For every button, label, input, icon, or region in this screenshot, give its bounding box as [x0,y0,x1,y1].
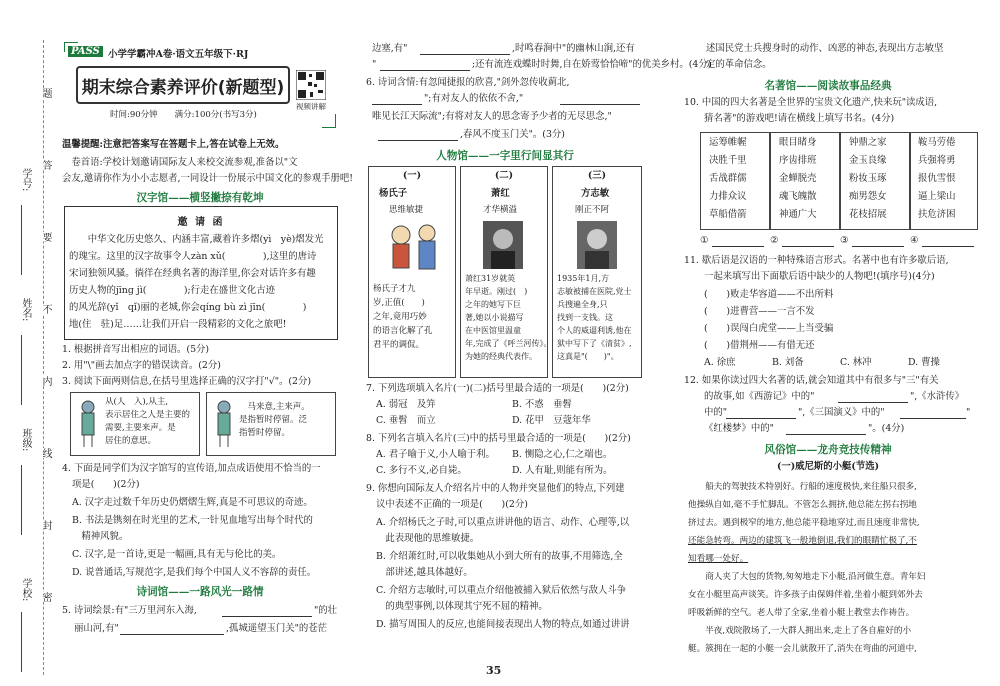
option: A. 弱冠 及笄 [376,399,436,410]
card-trait: 刚正不阿 [575,205,610,215]
idiom: 逼上梁山 [918,191,956,202]
idiom: 魂飞魄散 [779,191,817,202]
name-line[interactable] [21,335,22,405]
question-10: 10. 中国的四大名著是全世界的宝贵文化遗产,快来玩"读成语, [684,97,938,108]
xiehouyu: ( )误闯白虎堂——上当受骗 [704,323,834,334]
idiom-group-1 [700,132,770,230]
portrait-photo [577,221,617,269]
section-customs: 风俗馆——龙舟竞技传精神 [764,444,892,456]
invitation-line: 的瑰宝。这里的汉字故事令人zàn xǔ( ),这里的唐诗 [69,251,317,262]
fold-char: 线 [40,448,51,458]
option: A. 汉字走过数千年历史仍熠熠生辉,真是不可思议的奇迹。 [72,497,313,508]
answer-blank[interactable] [782,246,834,247]
idiom: 报仇雪恨 [918,173,956,184]
option: A. 徐庶 [704,357,736,368]
answer-blank[interactable] [380,70,470,71]
poem-line: ,春风不度玉门关"。(3分) [460,129,565,140]
info-box-2 [206,392,336,456]
warm-tip: 温馨提醒:注意把答案写在答题卡上,答在试卷上无效。 [62,139,285,150]
page-number: 35 [486,664,502,677]
question-5: 5. 诗词绘景:有"三万里河东入海, [62,605,197,616]
answer-blank[interactable] [560,104,640,105]
pass-logo: PASS [68,46,103,57]
intro-line: 会友,邀请你作为小小志愿者,一同设计一份展示中国文化的参观手册吧! [62,173,353,184]
person-card-yang [368,166,456,378]
idiom-group-3 [840,132,910,230]
binding-margin [0,0,58,686]
option: C. 多行不义,必自毙。 [376,465,467,476]
box-line: 表示居住之人是主要的 [105,410,191,420]
option: D. 花甲 豆蔻年华 [512,415,591,426]
invitation-line: 的风光辞(yǐ qǐ)丽的老城,你会qíng bù zì jīn( ) [69,302,307,313]
passage-line: 半夜,戏院散场了,一大群人拥出来,走上了各自雇好的小 [688,626,912,636]
card-line: 年早逝。刚过( ) [465,287,528,296]
question-4-cont: 项是( )(2分) [72,479,140,490]
person-card-xiaohong [460,166,552,378]
question-12-text: 中的" [704,407,728,418]
fold-char: 要 [40,232,51,242]
idiom-group-4 [910,132,978,230]
card-line: 的语言化解了孔 [373,326,433,336]
invitation-box [64,206,338,340]
card-line: 著,她以小说描写 [465,313,524,322]
fold-char: 题 [40,88,51,98]
question-2: 2. 用"\"画去加点字的错误读音。(2分) [62,360,221,371]
invitation-title: 邀 请 函 [177,217,225,228]
card-number: (二) [494,170,514,181]
question-12-text: "。(4分) [868,423,905,434]
card-line: 之年,竟用巧妙 [373,312,427,322]
child-illustration [379,221,445,277]
card-name: 萧红 [491,188,510,199]
answer-blank[interactable] [838,402,908,403]
box-line: 需要,主要来声。是 [105,423,176,433]
xiehouyu: ( )败走华容道——不出所料 [704,289,834,300]
question-12-text: 《红楼梦》中的" [704,423,774,434]
idiom: 鞍马劳倦 [918,137,956,148]
box-line: 马来意,主来声。 [239,402,310,412]
poem-line: 唯见长江天际流";有将对友人的思念寄予少者的无尽思念," [372,111,612,122]
class-line[interactable] [21,465,22,535]
passage-line: 船夫的驾驶技术特别好。行船的速度极快,来往船只很多, [688,482,917,492]
answer-blank[interactable] [378,140,458,141]
figure-illustration [211,399,237,449]
poem-line: ";有对友人的依依不舍," [424,93,524,104]
time-score-info: 时间:90分钟 满分:100分(书写3分) [110,110,257,120]
card-line: 个人的威逼利诱,他在 [557,326,632,335]
id-line[interactable] [21,205,22,275]
option: B. 不惑 垂髫 [512,399,572,410]
series-title: 小学学霸冲A卷·语文五年级下·RJ [108,49,249,60]
idiom: 钟鼎之家 [849,137,887,148]
card-line: 这真是"( )"。 [557,352,619,361]
option: D. 人有耻,则能有所为。 [512,465,613,476]
card-line: 兵搜遍全身,只 [557,300,608,309]
student-id-label: 学号: [20,168,31,192]
card-line: 找到一支钱。这 [557,313,613,322]
section-poetry: 诗词馆——一路风光一路情 [136,586,264,598]
idiom: 花枝招展 [849,209,887,220]
section-hanzi: 汉字馆——横竖撇捺有乾坤 [136,192,264,204]
passage-line: 呼吸新鲜的空气。老人带了全家,坐着小艇上教堂去作祷告。 [688,608,915,618]
school-line[interactable] [21,612,22,672]
question-3: 3. 阅读下面两则信息,在括号里选择正确的汉字打"√"。(2分) [62,376,312,387]
idiom: 眼目睹身 [779,137,817,148]
invitation-line: 中华文化历史悠久、内涵丰富,藏着许多熠(yì yè)熠发光 [69,234,324,245]
poem-line: ,时鸣春涧中"的幽林山涧,还有 [512,43,635,54]
option: 的典型事例,以体现其宁死不屈的精神。 [376,601,548,612]
xiehouyu: ( )进曹营——一言不发 [704,306,815,317]
question-8: 8. 下列名言填入名片(三)中的括号里最合适的一项是( )(2分) [366,433,631,444]
fold-char: 密 [40,592,51,602]
idiom-grid [700,132,976,228]
figure-illustration [75,399,101,449]
card-line: 杨氏子才九 [373,284,416,294]
person-card-fang [552,166,642,378]
card-number: (一) [402,170,422,181]
invitation-line: 地(住 驻)足……让我们开启一段精彩的文化之旅吧! [69,319,287,330]
question-6: 6. 诗词含情:有忽闻捷报的欣喜,"剑外忽传收蓟北, [366,77,570,88]
question-9: 9. 你想向国际友人介绍名片中的人物并突显他们的特点,下列建 [366,483,625,494]
card-trait: 才华横溢 [483,205,518,215]
idiom: 金玉良缘 [849,155,887,166]
passage-line: 女在小艇里高声谈笑。许多孩子由保姆伴着,坐着小艇到郊外去 [688,590,923,600]
question-12-text: ",《三国演义》中的" [798,407,885,418]
answer-blank[interactable] [900,418,966,419]
xiehouyu: ( )借荆州——有借无还 [704,340,815,351]
card-name: 杨氏子 [379,188,408,199]
idiom: 兵强将勇 [918,155,956,166]
answer-cont: 述国民党士兵搜身时的动作、凶恶的神态,表现出方志敏坚 [706,43,944,54]
box-line: 指暂时停留。 [239,428,291,438]
idiom: 粉妆玉琢 [849,173,887,184]
poem-line: ;还有流连戏蝶时时舞,自在娇莺恰恰啼"的优美乡村。(4分) [472,59,712,70]
section-people: 人物馆——一字里行间显其行 [436,150,574,162]
card-line: 之年的她写下巨 [465,300,521,309]
passage-line: 知看哪一处好。 [688,554,749,564]
card-name: 方志敏 [581,188,610,199]
question-11: 11. 歇后语是汉语的一种特殊语言形式。名著中也有许多歇后语, [684,255,949,266]
idiom: 力排众议 [709,191,747,202]
answer-cont: 定的革命信念。 [706,59,772,70]
box-line: 居住的意思。 [105,436,157,446]
passage-line: 他操纵自如,毫不手忙脚乱。不管怎么拥挤,他总能左拐右拐地 [688,500,917,510]
qr-caption: 视频讲解 [296,102,326,111]
poem-line: 边塞,有" [372,43,408,54]
question-12-text: ",《水浒传》 [910,391,965,402]
answer-blank[interactable] [726,418,796,419]
intro-line: 卷首语:学校计划邀请国际友人来校交流参观,准备以"文 [62,157,298,168]
school-label: 学校: [20,578,31,602]
option: B. 书法是镌刻在时光里的艺术,一针见血地写出每个时代的 [72,515,313,526]
option: 此表现他的思维敏捷。 [376,533,480,544]
blank-marker: ④ [910,235,919,246]
option: C. 林冲 [840,357,872,368]
option: A. 君子喻于义,小人喻于利。 [376,449,495,460]
exam-title: 期末综合素养评价(新题型) [76,66,290,104]
answer-blank[interactable] [420,54,510,55]
box-line: 是指暂时停留。泛 [239,415,308,425]
option: B. 恻隐之心,仁之端也。 [512,449,613,460]
card-line: 君平的调侃。 [373,340,425,350]
question-1: 1. 根据拼音写出相应的词语。(5分) [62,344,210,355]
answer-blank[interactable] [786,434,866,435]
question-5-text: "的壮 [314,605,338,616]
poem-line: " [372,59,377,70]
answer-blank[interactable] [222,616,312,617]
option: C. 介绍方志敏时,可以重点介绍他被捕入狱后依然与敌人斗争 [376,585,627,596]
passage-title: (一)威尼斯的小艇(节选) [776,461,880,472]
card-line: 年,完成了《呼兰河传》。 [465,339,552,348]
fold-line [43,40,44,675]
fold-char: 封 [40,520,51,530]
card-line: 狱中写下了《清贫》, [557,339,632,348]
question-4: 4. 下面是同学们为汉字馆写的宣传语,加点成语使用不恰当的一 [62,463,321,474]
option: 精神风貌。 [72,531,129,542]
card-line: 1935年1月,方 [557,274,609,283]
question-12-text: " [966,407,971,418]
answer-blank[interactable] [120,634,224,635]
option: A. 介绍杨氏之子时,可以重点讲讲他的语言、动作、心理等,以 [376,517,630,528]
card-line: 在中医馆里温童 [465,326,521,335]
idiom: 运筹帷幄 [709,137,747,148]
question-5-text: ,孤城遥望玉门关"的苍茫 [226,623,328,634]
option: D. 曹操 [908,357,940,368]
idiom: 决胜千里 [709,155,747,166]
card-line: 为她的经典代表作。 [465,352,537,361]
card-line: 岁,正值( ) [373,298,425,308]
question-5-text: 丽山河,有" [74,623,119,634]
card-number: (三) [587,170,607,181]
question-12-text: 的故事,如《西游记》中的" [704,391,815,402]
qr-code-icon[interactable] [296,70,326,100]
blank-marker: ② [770,235,779,246]
fold-char: 答 [40,160,51,170]
idiom: 舌战群儒 [709,173,747,184]
option: C. 垂髫 而立 [376,415,436,426]
invitation-line: 宋词独领风骚。徜徉在经典名著的海洋里,你会对话许多有趣 [69,268,316,279]
name-label: 姓名: [20,298,31,322]
passage-line: 商人夹了大包的货物,匆匆地走下小艇,沿河做生意。青年妇 [688,572,926,582]
blank-marker: ① [700,235,709,246]
fold-char: 内 [40,376,51,386]
option: B. 介绍萧红时,可以收集她从小到大所有的故事,不用筛选,全 [376,551,623,562]
idiom: 痴男怨女 [849,191,887,202]
question-9-cont: 议中表述不正确的一项是( )(2分) [376,499,528,510]
section-classics: 名著馆——阅读故事品经典 [764,80,892,92]
question-10-cont: 猜名著"的游戏吧!请在横线上填写书名。(4分) [704,113,895,124]
class-label: 班级: [20,428,31,452]
card-line: 志敏被捕在医院,党士 [557,287,632,296]
idiom: 草船借箭 [709,209,747,220]
passage-line: 艇。簇拥在一起的小艇一会儿就散开了,消失在弯曲的河道中, [688,644,917,654]
idiom-group-2 [770,132,840,230]
option: D. 说普通话,写规范字,是我们每个中国人义不容辞的责任。 [72,567,317,578]
fold-char: 不 [40,304,51,314]
answer-blank[interactable] [712,246,764,247]
passage-line: 还能急转弯。两边的建筑飞一般地倒退,我们的眼睛忙极了,不 [688,536,917,546]
invitation-line: 历史人物的jīng jì( );行走在盛世文化古迹 [69,285,276,296]
idiom: 序齿排班 [779,155,817,166]
option: 部讲述,越具体越好。 [376,567,473,578]
option: B. 刘备 [772,357,804,368]
option: D. 描写周围人的反应,也能间接表现出人物的特点,如通过讲讲 [376,619,630,630]
question-12: 12. 如果你读过四大名著的话,就会知道其中有很多与"三"有关 [684,375,939,386]
passage-line: 挤过去。遇到极窄的地方,他总能平稳地穿过,而且速度非常快, [688,518,920,528]
portrait-photo [483,221,523,269]
answer-blank[interactable] [852,246,904,247]
blank-marker: ③ [840,235,849,246]
box-line: 从(人 入),从主, [105,397,169,407]
question-11-cont: 一起来填写出下面歇后语中缺少的人物吧!(填序号)(4分) [704,271,935,282]
idiom: 神通广大 [779,209,817,220]
idiom: 扶危济困 [918,209,956,220]
option: C. 汉字,是一首诗,更是一幅画,具有无与伦比的美。 [72,549,282,560]
answer-blank[interactable] [372,104,422,105]
question-7: 7. 下列选项填入名片(一)(二)括号里最合适的一项是( )(2分) [366,383,629,394]
info-box-1 [70,392,200,456]
card-trait: 思维敏捷 [389,205,424,215]
card-line: 萧红31岁就英 [465,274,516,283]
idiom: 金蝉脱壳 [779,173,817,184]
answer-blank[interactable] [922,246,974,247]
